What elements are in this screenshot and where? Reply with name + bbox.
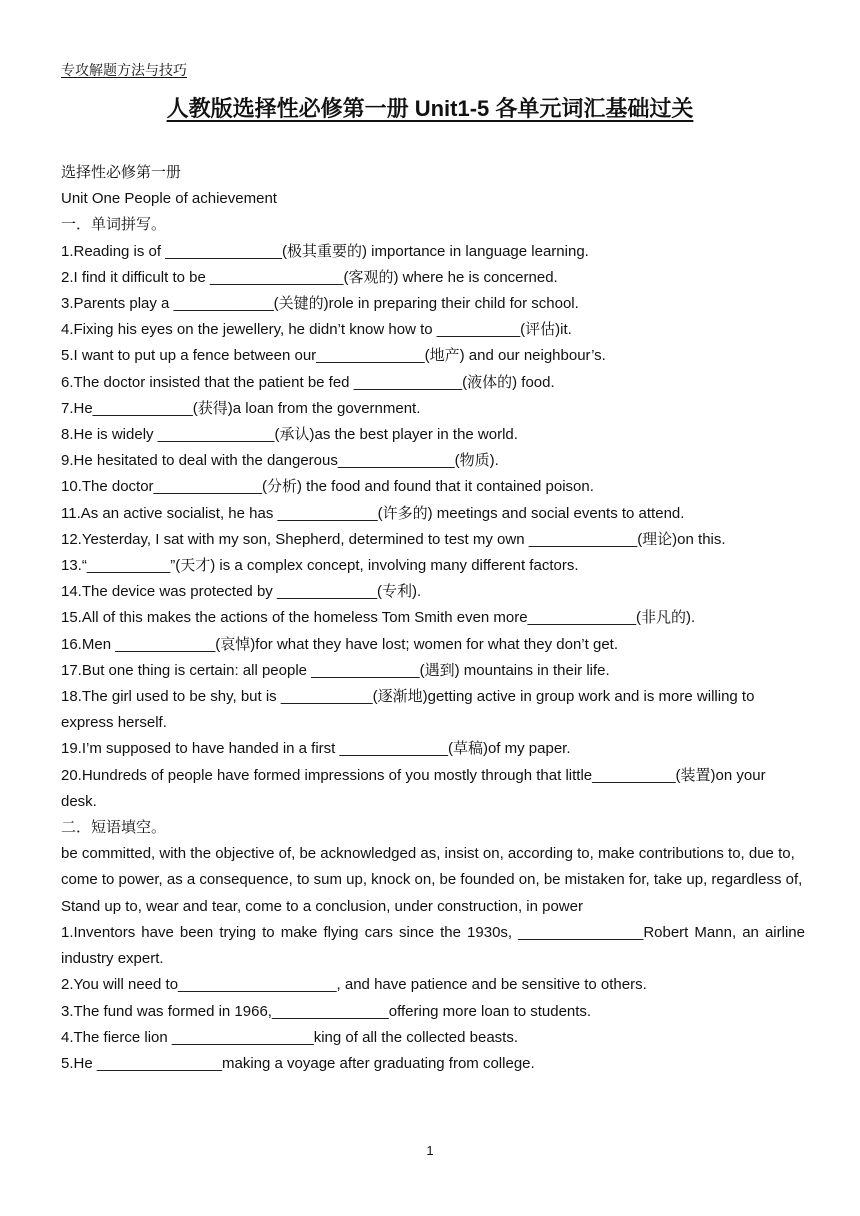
exercise-item: 1.Inventors have been trying to make flying cars since the 1930s, _______________Robert Mann, an airline industry expert. bbox=[61, 923, 805, 968]
phrase-line: Stand up to, wear and tear, come to a conclusion, under construction, in power bbox=[61, 897, 583, 915]
exercise-item: 20.Hundreds of people have formed impressions of you mostly through that little__________(装置)on your desk. bbox=[61, 766, 766, 810]
exercise-item: 19.I’m supposed to have handed in a first _____________(草稿)of my paper. bbox=[61, 740, 571, 758]
exercise-item: 12.Yesterday, I sat with my son, Shepherd, determined to test my own _____________(理论)on this. bbox=[61, 530, 726, 548]
exercise-item: 16.Men ____________(哀悼)for what they have lost; women for what they don’t get. bbox=[61, 635, 618, 653]
exercise-item: 3.Parents play a ____________(关键的)role in preparing their child for school. bbox=[61, 295, 579, 313]
exercise-item: 11.As an active socialist, he has ____________(许多的) meetings and social events to attend. bbox=[61, 504, 685, 522]
exercise-item: 17.But one thing is certain: all people _____________(遇到) mountains in their life. bbox=[61, 661, 610, 679]
page-number: 1 bbox=[426, 1143, 434, 1158]
exercise-item: 2.I find it difficult to be ________________(客观的) where he is concerned. bbox=[61, 268, 558, 286]
exercise-item: 15.All of this makes the actions of the homeless Tom Smith even more_____________(非凡的). bbox=[61, 609, 696, 627]
exercise-item: 5.He _______________making a voyage after graduating from college. bbox=[61, 1054, 535, 1072]
exercise-item: 1.Reading is of ______________(极其重要的) importance in language learning. bbox=[61, 242, 589, 260]
exercise-item: 3.The fund was formed in 1966,______________offering more loan to students. bbox=[61, 1002, 592, 1020]
document-body bbox=[61, 160, 805, 1077]
exercise-item: 5.I want to put up a fence between our_____________(地产) and our neighbour’s. bbox=[61, 347, 606, 365]
phrase-line: come to power, as a consequence, to sum up, knock on, be founded on, be mistaken for, take up, regardless of, bbox=[61, 871, 803, 889]
exercise-item: 9.He hesitated to deal with the dangerous______________(物质). bbox=[61, 452, 499, 470]
unit-title: Unit One People of achievement bbox=[61, 190, 277, 208]
phrase-bank bbox=[61, 841, 805, 920]
exercise-item: 18.The girl used to be shy, but is ___________(逐渐地)getting active in group work and is more willing to express herself. bbox=[61, 688, 755, 732]
header-label: 专攻解题方法与技巧 bbox=[61, 62, 187, 78]
page-title: 人教版选择性必修第一册 Unit1-5 各单元词汇基础过关 bbox=[166, 96, 694, 121]
exercise-item: 14.The device was protected by ____________(专利). bbox=[61, 583, 422, 601]
exercise-item: 8.He is widely ______________(承认)as the best player in the world. bbox=[61, 426, 518, 444]
exercise-item: 4.Fixing his eyes on the jewellery, he didn’t know how to __________(评估)it. bbox=[61, 321, 572, 339]
exercise-item: 6.The doctor insisted that the patient be fed _____________(液体的) food. bbox=[61, 373, 555, 391]
section2-heading: 二．短语填空。 bbox=[61, 819, 167, 837]
exercise-item: 4.The fierce lion _________________king of all the collected beasts. bbox=[61, 1028, 518, 1046]
exercise-item: 2.You will need to___________________, and have patience and be sensitive to others. bbox=[61, 976, 647, 994]
section1-list bbox=[61, 239, 805, 815]
phrase-line: be committed, with the objective of, be acknowledged as, insist on, according to, make contributions to, due to, bbox=[61, 845, 795, 863]
section1-heading: 一．单词拼写。 bbox=[61, 216, 167, 234]
exercise-item: 7.He____________(获得)a loan from the government. bbox=[61, 399, 421, 417]
book-name: 选择性必修第一册 bbox=[61, 164, 182, 181]
exercise-item: 10.The doctor_____________(分析) the food and found that it contained poison. bbox=[61, 478, 594, 496]
section2-list bbox=[61, 920, 805, 1077]
exercise-item: 13.“__________”(天才) is a complex concept, involving many different factors. bbox=[61, 557, 579, 575]
